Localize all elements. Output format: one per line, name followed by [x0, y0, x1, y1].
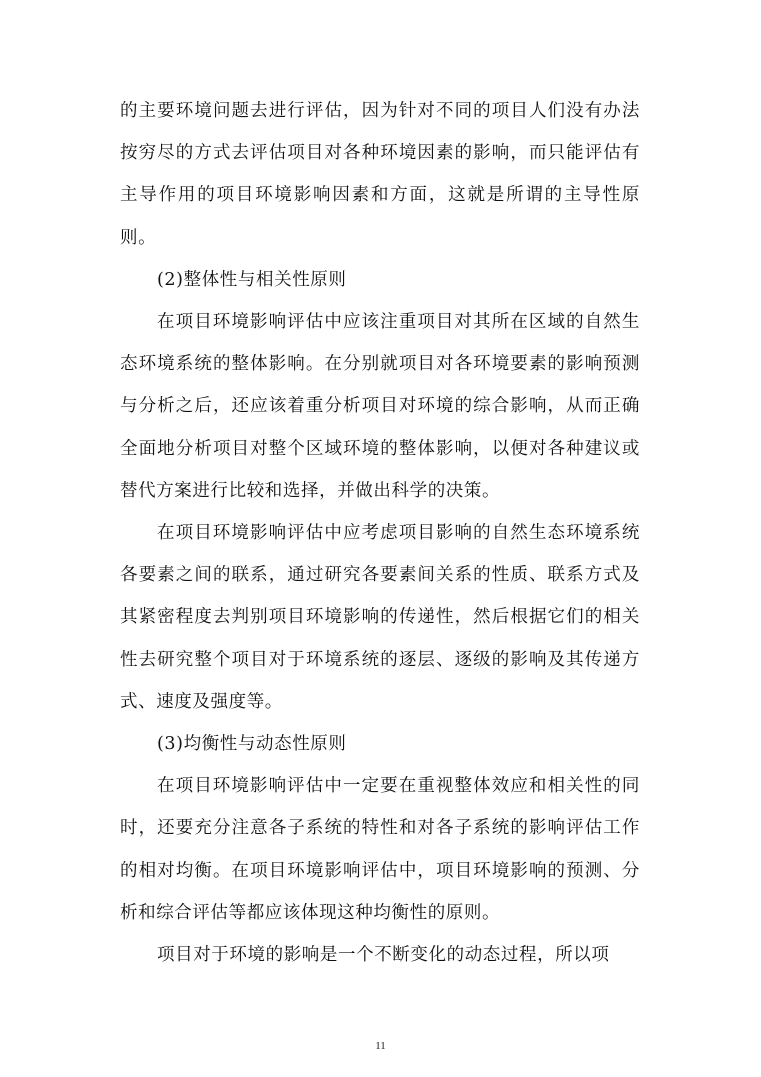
paragraph-dynamics: 项目对于环境的影响是一个不断变化的动态过程，所以项	[157, 945, 610, 966]
section-heading-balance-dynamics: (3)均衡性与动态性原则	[157, 734, 347, 755]
paragraph-holistic-impact: 在项目环境影响评估中应该注重项目对其所在区域的自然生态环境系统的整体影响。在分别就项目对各环境要素的影响预测与分析之后，还应该着重分析项目对环境的综合影响，从而正确全面地分析项目对整个区域环境的整体影响，以便对各种建议或替代方案进行比较和选择，并做出科学的决策。	[120, 312, 640, 501]
paragraph-continuation: 的主要环境问题去进行评估，因为针对不同的项目人们没有办法按穷尽的方式去评估项目对各种环境因素的影响，而只能评估有主导作用的项目环境影响因素和方面，这就是所谓的主导性原则。	[120, 101, 640, 248]
body-text	[120, 90, 640, 976]
paragraph-relevance: 在项目环境影响评估中应考虑项目影响的自然生态环境系统各要素之间的联系，通过研究各要素间关系的性质、联系方式及其紧密程度去判别项目环境影响的传递性，然后根据它们的相关性去研究整个项目对于环境系统的逐层、逐级的影响及其传递方式、速度及强度等。	[120, 523, 640, 712]
section-heading-holistic-relevance: (2)整体性与相关性原则	[157, 269, 347, 290]
paragraph-balance: 在项目环境影响评估中一定要在重视整体效应和相关性的同时，还要充分注意各子系统的特性和对各子系统的影响评估工作的相对均衡。在项目环境影响评估中，项目环境影响的预测、分析和综合评估等都应该体现这种均衡性的原则。	[120, 776, 640, 923]
page-number: 11	[375, 1040, 386, 1052]
